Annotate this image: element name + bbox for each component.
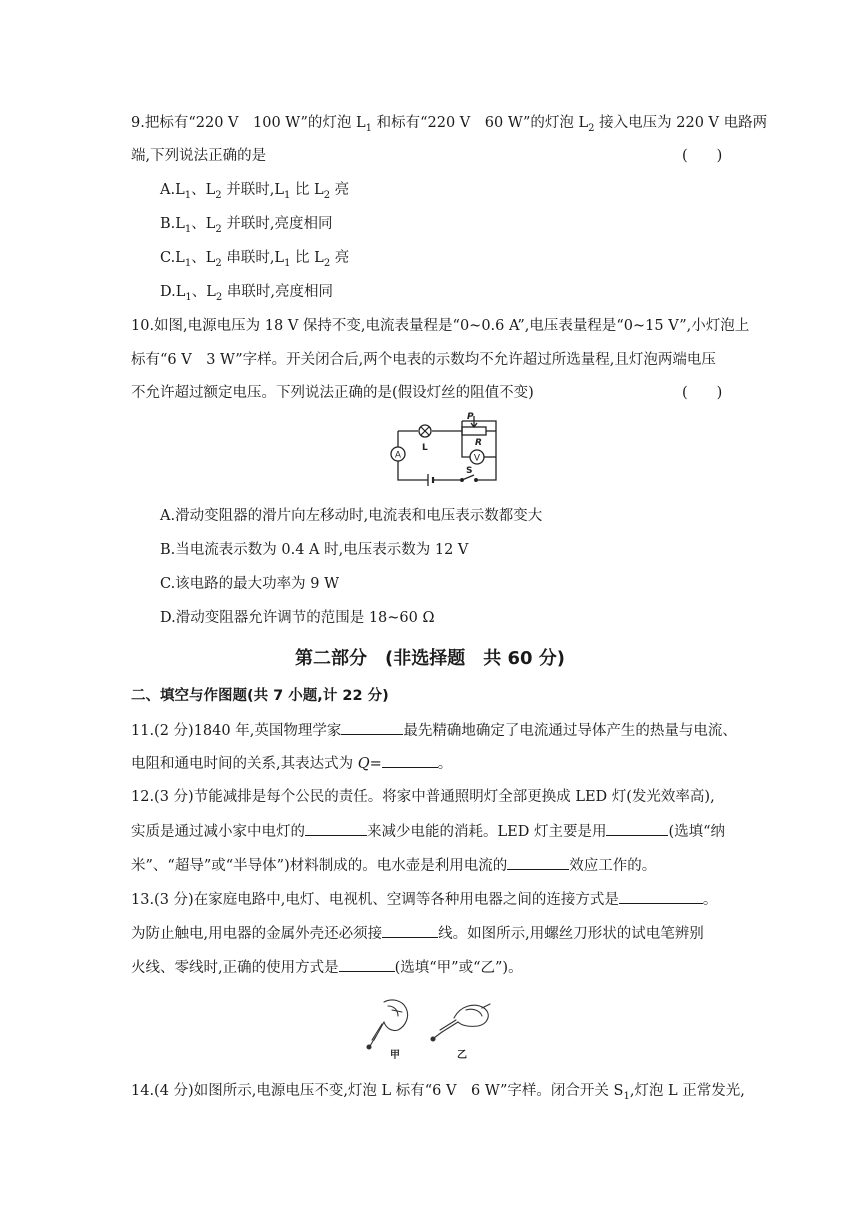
label-s: S [466, 466, 473, 476]
q10-option-a: A.滑动变阻器的滑片向左移动时,电流表和电压表示数都变大 [160, 508, 543, 524]
section-heading: 二、填空与作图题(共 7 小题,计 22 分) [131, 688, 389, 704]
q12-line2: 实质是通过减小家中电灯的 来减少电能的消耗。LED 灯主要是用 (选填“纳 [131, 821, 725, 842]
ammeter-symbol [391, 447, 405, 461]
q10-option-b: B.当电流表示数为 0.4 A 时,电压表示数为 12 V [160, 542, 469, 558]
q11-blank-1[interactable] [341, 720, 403, 735]
q11-blank-2[interactable] [382, 753, 438, 768]
svg-text:A: A [394, 450, 402, 461]
q9-option-c: $C.L_1$、$L_2$ 串联时$,L_1$ 比 $L_2$ 亮 [160, 250, 350, 269]
q13-blank-1[interactable] [619, 889, 703, 904]
q9-option-d: $D.L_1$、$L_2$ 串联时,亮度相同 [160, 284, 333, 303]
q13-blank-2[interactable] [382, 923, 438, 938]
q12-line1: 12.(3 分)节能减排是每个公民的责任。将家中普通照明灯全部更换成 LED 灯(发光效率高), [131, 789, 715, 805]
q13-line2: 为防止触电,用电器的金属外壳还必须接 线。如图所示,用螺丝刀形状的试电笔辨别 [131, 923, 704, 944]
q11-line2: 电阻和通电时间的关系,其表达式为 Q= 。 [131, 753, 452, 774]
q10-line1: 10.如图,电源电压为 18 V 保持不变,电流表量程是“0~0.6 A”,电压表量程是“0~15 V”,小灯泡上 [131, 318, 750, 334]
q12-blank-1[interactable] [305, 821, 367, 836]
q9-answer-paren: ( ) [682, 148, 723, 164]
q12-blank-3[interactable] [507, 855, 569, 870]
hand-yi-icon [431, 1004, 490, 1041]
q14-line1: 14.(4 分)如图所示,电源电压不变,灯泡 L 标有“6 V 6 W”字样。闭合开关 $S_1$,灯泡 L 正常发光, [131, 1083, 745, 1102]
part2-title: 第二部分 (非选择题 共 60 分) [294, 648, 566, 669]
hand-jia-icon [367, 1000, 408, 1049]
q12-blank-2[interactable] [606, 821, 668, 836]
test-pen-figure [362, 996, 502, 1062]
q13-line3: 火线、零线时,正确的使用方式是 (选填“甲”或“乙”)。 [131, 957, 523, 978]
q12-line3: 米”、“超导”或“半导体”)材料制成的。电水壶是利用电流的 效应工作的。 [131, 855, 656, 876]
q11-line1: 11.(2 分)1840 年,英国物理学家 最先精确地确定了电流通过导体产生的热量与电流、 [131, 720, 737, 741]
q13-line1: 13.(3 分)在家庭电路中,电灯、电视机、空调等各种用电器之间的连接方式是 。 [131, 889, 717, 910]
q9-option-b: $B.L_1$、$L_2$ 并联时,亮度相同 [160, 216, 333, 235]
circuit-diagram [376, 412, 506, 498]
q9-line1: 9.把标有“220 V 100 W”的灯泡 $L_1$ 和标有“220 V 60 W”的灯泡 $L_2$ 接入电压为 220 V 电路两 [131, 115, 768, 134]
q10-answer-paren: ( ) [682, 385, 723, 401]
q9-option-a: $A.L_1$、$L_2$ 并联时$,L_1$ 比 $L_2$ 亮 [160, 182, 350, 201]
label-yi: 乙 [457, 1050, 467, 1061]
q10-option-d: D.滑动变阻器允许调节的范围是 18~60 Ω [160, 610, 435, 626]
q10-option-c: C.该电路的最大功率为 9 W [160, 576, 340, 592]
svg-text:V: V [473, 453, 481, 464]
label-r: R [475, 438, 482, 448]
q13-blank-3[interactable] [339, 957, 395, 972]
q10-line2: 标有“6 V 3 W”字样。开关闭合后,两个电表的示数均不允许超过所选量程,且灯泡两端电压 [131, 352, 716, 368]
label-l: L [422, 443, 428, 453]
label-jia: 甲 [390, 1050, 400, 1061]
q10-line3: 不允许超过额定电压。下列说法正确的是(假设灯丝的阻值不变) [131, 385, 534, 401]
q9-line2: 端,下列说法正确的是 [131, 148, 267, 164]
lamp-symbol [419, 425, 431, 437]
voltmeter-symbol [470, 450, 484, 464]
label-p: P [467, 412, 474, 422]
